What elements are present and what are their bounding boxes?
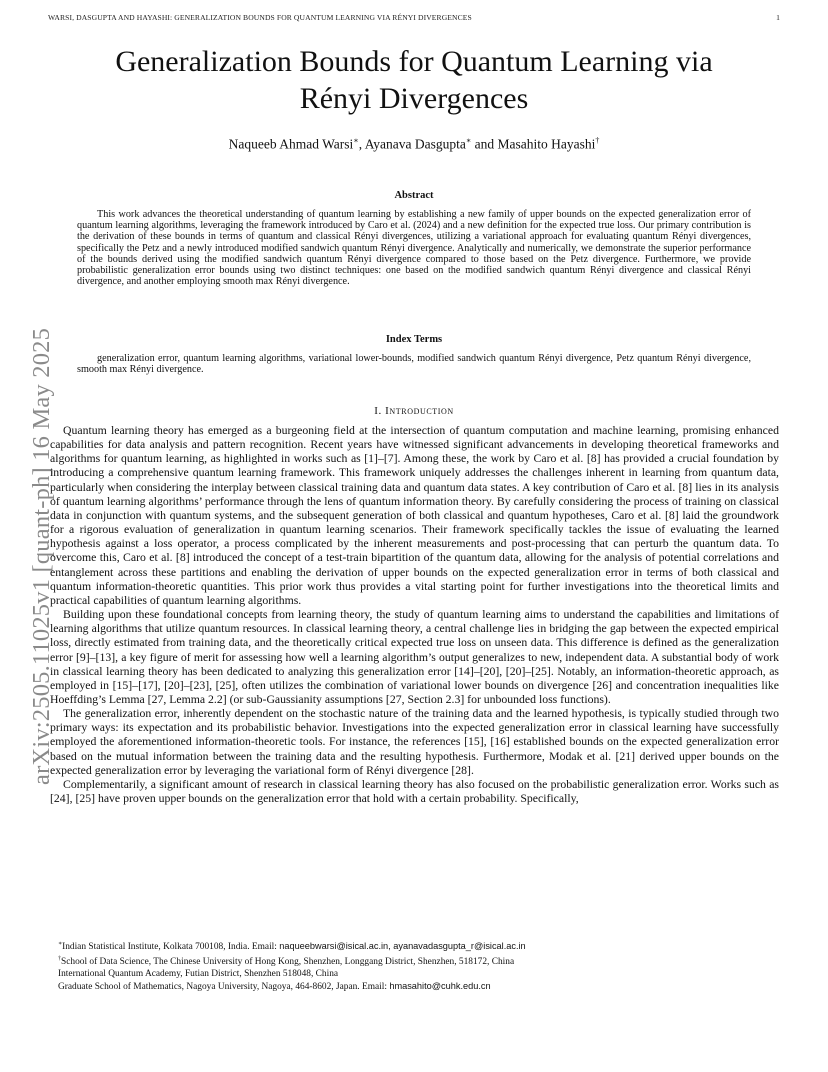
section-number: I. (374, 405, 386, 417)
footnote-text: International Quantum Academy, Futian District, Shenzhen 518048, China (58, 969, 339, 980)
footnote (58, 938, 778, 953)
running-header (48, 13, 780, 25)
page-number: 1 (776, 13, 780, 22)
footnote-mark: † (58, 956, 61, 963)
running-title: WARSI, DASGUPTA AND HAYASHI: GENERALIZATION BOUNDS FOR QUANTUM LEARNING VIA RÉNYI DIVERGENCES (48, 13, 472, 22)
section-title: Introduction (385, 405, 454, 417)
section-heading (0, 405, 828, 417)
author-separator: and (471, 136, 498, 152)
footnote-text: School of Data Science, The Chinese University of Hong Kong, Shenzhen, Longgang District, Shenzhen, 518172, China (61, 957, 515, 968)
title-line-1: Generalization Bounds for Quantum Learning via (115, 45, 713, 78)
author-separator: , (358, 136, 365, 152)
paragraph: The generalization error, inherently dependent on the stochastic nature of the training data and the learned hypothesis, is typically studied through two primary ways: its expectation and its probabilistic behavior. Investigations into the expected generalization error in classical learning have successfully employed the aforementioned information-theoretic tools. For instance, the references [15], [16] established bounds on the expected generalization error based on the mutual information between the training data and the resulting hypothesis. Furthermore, Modak et al. [21] derived upper bounds on the expected generalization error by leveraging the variational form of Rényi divergence [28]. (50, 707, 779, 777)
footnote (58, 980, 778, 993)
paragraph: Building upon these foundational concepts from learning theory, the study of quantum learning aims to understand the capabilities and limitations of learning algorithms that utilize quantum resources. In classical learning theory, a central challenge lies in bridging the gap between the expected empirical loss, directly estimated from training data, and the theoretically critical expected true loss on unseen data. This difference is defined as the generalization error [9]–[13], a key figure of merit for assessing how well a learning algorithm’s output generalizes to new, independent data. A substantial body of work in classical learning theory has been dedicated to analyzing this generalization error [14]–[20], [20]–[25]. Notably, an information-theoretic approach, as employed in [15]–[17], [20]–[23], [25], often utilizes the combination of variational lower bounds on divergence [26] and concentration inequalities like Hoeffding’s Lemma [27, Lemma 2.2] (or sub-Gaussianity assumptions [27, Section 2.3] for unbounded loss functions). (50, 608, 779, 706)
paragraph: Quantum learning theory has emerged as a burgeoning field at the intersection of quantum computation and machine learning, promising enhanced capabilities for data analysis and pattern recognition. Recent years have witnessed significant advancements in developing theoretical frameworks and algorithms for quantum learning, as highlighted in works such as [1]–[7]. Among these, the work by Caro et al. [8] has provided a crucial foundation by introducing a comprehensive quantum learning framework. This framework uniquely addresses the challenges inherent in learning from quantum data, particularly when considering the interplay between classical training data and quantum data states. A key contribution of Caro et al. [8] lies in its analysis of quantum learning algorithms’ performance through the lens of quantum information theory. By carefully considering the process of training on classical data in conjunction with quantum systems, and the subsequent generation of both classical and quantum hypotheses, Caro et al. [8] laid the groundwork for a rigorous evaluation of generalization in quantum learning scenarios. Their framework specifically tackles the issue of evaluating the learned hypothesis against a loss operator, a process complicated by the inherent measurements and post-processing that can perturb the quantum data. To overcome this, Caro et al. [8] introduced the concept of a test-train bipartition of the quantum data, allowing for the analysis of potential correlations and entanglement across these partitions and enabling the derivation of upper bounds on the expected generalization error in terms of both classical and quantum information-theoretic quantities. This prior work thus provides a vital starting point for further investigations into the theoretical limits and practical capabilities of quantum learning algorithms. (50, 424, 779, 607)
author-name: Ayanava Dasgupta (364, 136, 466, 152)
title-line-2: Rényi Divergences (299, 82, 529, 115)
author-name: Masahito Hayashi (497, 136, 596, 152)
paper-title (60, 43, 768, 117)
abstract-heading: Abstract (394, 190, 434, 201)
affiliation-mark: ∗ (353, 136, 359, 145)
email-link[interactable]: hmasahito@cuhk.edu.cn (389, 981, 491, 992)
email-link[interactable]: naqueebwarsi@isical.ac.in, ayanavadasgupta_r@isical.ac.in (279, 941, 526, 952)
paragraph: Complementarily, a significant amount of research in classical learning theory has also focused on the probabilistic generalization error. Works such as [24], [25] have proven upper bounds on the generalization error that hold with a certain probability. Specifically, (50, 777, 779, 806)
footnote (58, 968, 778, 980)
footnotes (58, 938, 778, 993)
footnote-mark: ∗ (58, 941, 63, 947)
body-text (50, 424, 779, 806)
index-terms-text: generalization error, quantum learning algorithms, variational lower-bounds, modified sandwich quantum Rényi divergence, Petz quantum Rényi divergence, smooth max Rényi divergence. (77, 353, 751, 376)
author-list (60, 136, 768, 153)
author-name: Naqueeb Ahmad Warsi (228, 136, 354, 152)
arxiv-stamp[interactable]: arXiv:2505.11025v1 [quant-ph] 16 May 2025 (28, 327, 55, 785)
affiliation-mark: ∗ (465, 136, 472, 145)
abstract-text: This work advances the theoretical understanding of quantum learning by establishing a new family of upper bounds on the expected generalization error of quantum learning algorithms, leveraging the framework introduced by Caro et al. (2024) and a new definition for the expected true loss. Our primary contribution is the derivation of these bounds in terms of quantum and classical Rényi divergences, utilizing a variational approach for evaluating quantum Rényi divergences, specifically the Petz and a newly introduced modified sandwich quantum Rényi divergence. Analytically and numerically, we demonstrate the superior performance of the bounds derived using the modified sandwich quantum Rényi divergence compared to those based on the Petz divergence. Furthermore, we provide probabilistic generalization error bounds using two distinct techniques: one based on the modified sandwich quantum Rényi divergence and classical Rényi divergence, and another employing smooth max Rényi divergence. (77, 209, 751, 288)
index-terms-heading: Index Terms (385, 334, 443, 345)
footnote-text: Graduate School of Mathematics, Nagoya University, Nagoya, 464-8602, Japan. Email: (58, 982, 390, 993)
footnote (58, 953, 778, 968)
footnote-text: Indian Statistical Institute, Kolkata 700108, India. Email: (62, 942, 280, 953)
affiliation-mark: † (595, 136, 600, 145)
